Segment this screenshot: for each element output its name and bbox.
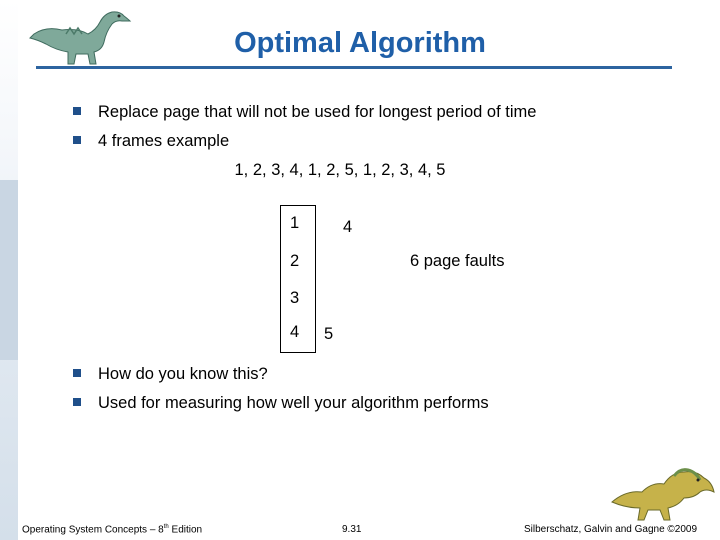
replacement-value: 4 bbox=[343, 218, 353, 236]
square-bullet-icon bbox=[73, 369, 81, 377]
bullet-item bbox=[73, 102, 536, 122]
footer-book-title-text: Operating System Concepts – 8 bbox=[22, 524, 164, 536]
frame-cell: 1 bbox=[290, 214, 300, 232]
replacement-value: 5 bbox=[324, 325, 334, 343]
square-bullet-icon bbox=[73, 398, 81, 406]
bullet-text: How do you know this? bbox=[98, 365, 268, 383]
footer-page-number: 9.31 bbox=[342, 524, 362, 535]
square-bullet-icon bbox=[73, 136, 81, 144]
frame-cell: 4 bbox=[290, 323, 300, 341]
footer-superscript: th bbox=[163, 524, 169, 530]
bullet-item bbox=[73, 393, 489, 413]
bullet-text: 4 frames example bbox=[98, 132, 230, 150]
bullet-item bbox=[73, 364, 268, 384]
frame-cell: 2 bbox=[290, 252, 300, 270]
frame-table bbox=[280, 205, 316, 353]
footer-book-title bbox=[22, 524, 202, 535]
frame-cell: 3 bbox=[290, 289, 300, 307]
left-decorative-bar-band bbox=[0, 180, 18, 360]
bullet-text: Replace page that will not be used for longest period of time bbox=[98, 103, 537, 121]
footer-authors: Silberschatz, Galvin and Gagne ©2009 bbox=[524, 524, 698, 535]
footer-edition-text: Edition bbox=[168, 524, 203, 536]
slide-title: Optimal Algorithm bbox=[234, 27, 486, 59]
reference-string: 1, 2, 3, 4, 1, 2, 5, 1, 2, 3, 4, 5 bbox=[234, 161, 446, 179]
bullet-text: Used for measuring how well your algorithm performs bbox=[98, 394, 489, 412]
page-fault-count: 6 page faults bbox=[410, 252, 505, 270]
dinosaur-logo-icon bbox=[608, 462, 718, 524]
title-underline bbox=[36, 66, 672, 69]
bullet-item bbox=[73, 131, 229, 151]
square-bullet-icon bbox=[73, 107, 81, 115]
